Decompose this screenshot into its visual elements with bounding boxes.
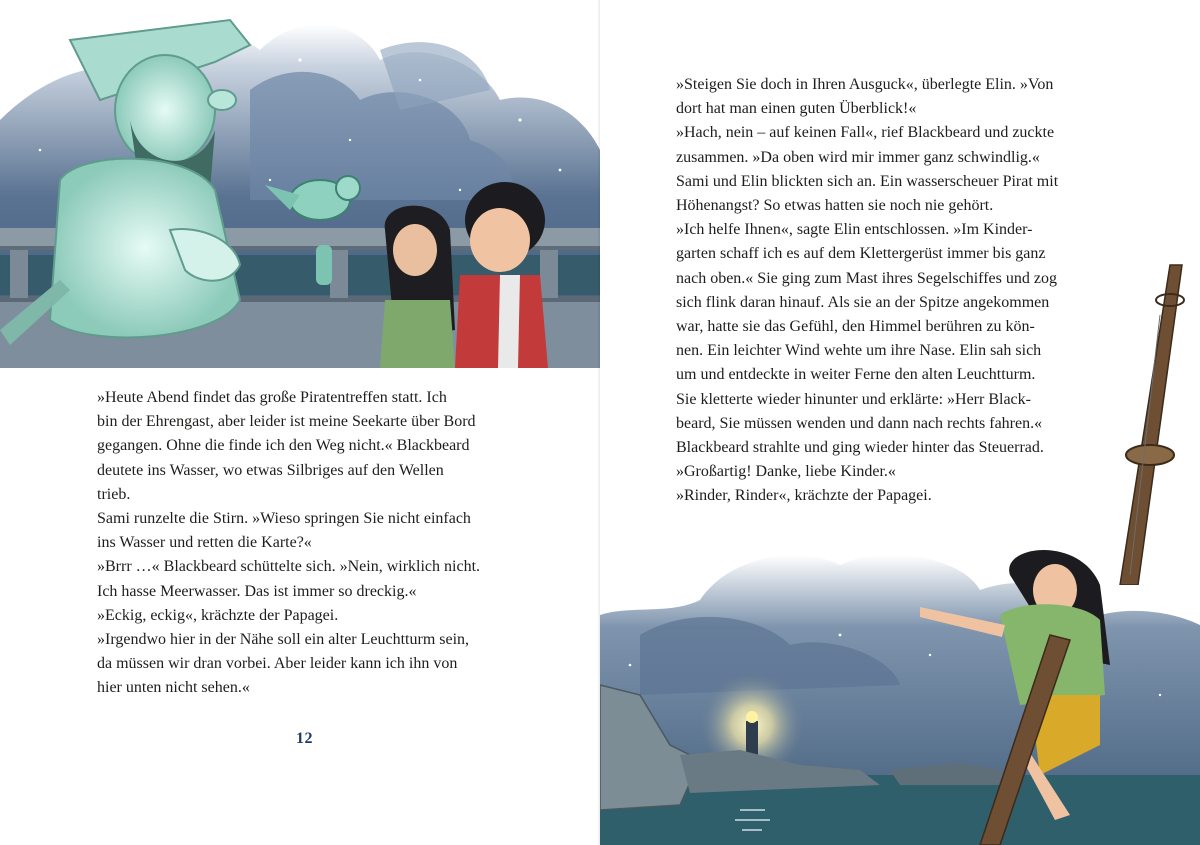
right-page-text [676, 73, 1058, 509]
paragraph-line: »Steigen Sie doch in Ihren Ausguck«, überlegte Elin. »Von [676, 76, 1054, 93]
paragraph-line: »Heute Abend findet das große Piratentreffen statt. Ich [97, 389, 447, 406]
paragraph-line: zusammen. »Da oben wird mir immer ganz schwindlig.« [676, 148, 1040, 166]
girl-figure [380, 206, 455, 368]
paragraph-line: Sie kletterte wieder hinunter und erklärte: »Herr Black- [676, 390, 1031, 408]
paragraph-line: beard, Sie müssen wenden und dann nach rechts fahren.« [676, 414, 1043, 432]
paragraph-line: sich flink daran hinauf. Als sie an der Spitze angekommen [676, 293, 1050, 311]
paragraph-line: »Hach, nein – auf keinen Fall«, rief Blackbeard und zuckte [676, 124, 1055, 142]
paragraph-line: »Eckig, eckig«, krächzte der Papagei. [97, 606, 339, 624]
paragraph-line: Blackbeard strahlte und ging wieder hinter das Steuerrad. [676, 439, 1044, 457]
paragraph-line: ins Wasser und retten die Karte?« [97, 534, 312, 552]
boy-figure [455, 182, 548, 368]
lighthouse-scene-illustration [600, 545, 1200, 845]
paragraph-line: um und entdeckte in weiter Ferne den alten Leuchtturm. [676, 366, 1036, 384]
paragraph-line: »Ich helfe Ihnen«, sagte Elin entschlossen. »Im Kinder- [676, 221, 1033, 239]
right-page [600, 0, 1200, 845]
paragraph-line: hier unten nicht sehen.« [97, 679, 250, 697]
paragraph-line: Höhenangst? So etwas hatten sie noch nie gehört. [676, 197, 994, 215]
left-page-text [97, 386, 480, 701]
paragraph-line: Sami und Elin blickten sich an. Ein wasserscheuer Pirat mit [676, 172, 1059, 190]
paragraph-line: »Brrr …« Blackbeard schüttelte sich. »Nein, wirklich nicht. [97, 558, 481, 576]
paragraph-line: deutete ins Wasser, wo etwas Silbriges auf den Wellen [97, 461, 444, 479]
page-number: 12 [296, 730, 313, 747]
paragraph-line: nen. Ein leichter Wind wehte um ihre Nase. Elin sah sich [676, 342, 1042, 360]
paragraph-line: trieb. [97, 485, 131, 503]
paragraph-line: war, hatte sie das Gefühl, den Himmel berühren zu kön- [676, 318, 1035, 336]
paragraph-line: bin der Ehrengast, aber leider ist meine Seekarte über Bord [97, 413, 476, 431]
paragraph-line: »Irgendwo hier in der Nähe soll ein alter Leuchtturm sein, [97, 631, 470, 649]
paragraph-line: dort hat man einen guten Überblick!« [676, 100, 917, 118]
paragraph-line: »Großartig! Danke, liebe Kinder.« [676, 463, 896, 481]
paragraph-line: Sami runzelte die Stirn. »Wieso springen Sie nicht einfach [97, 510, 471, 528]
paragraph-line: nach oben.« Sie ging zum Mast ihres Segelschiffes und zog [676, 269, 1057, 287]
paragraph-line: Ich hasse Meerwasser. Das ist immer so dreckig.« [97, 582, 417, 600]
paragraph-line: da müssen wir dran vorbei. Aber leider kann ich ihn von [97, 655, 458, 673]
mast-illustration [1090, 255, 1200, 585]
paragraph-line: garten schaff ich es auf dem Klettergerüst immer bis ganz [676, 245, 1046, 263]
paragraph-line: gegangen. Ohne die finde ich den Weg nicht.« Blackbeard [97, 437, 470, 455]
ghost-pirate-illustration [0, 0, 600, 368]
paragraph-line: »Rinder, Rinder«, krächzte der Papagei. [676, 487, 932, 505]
